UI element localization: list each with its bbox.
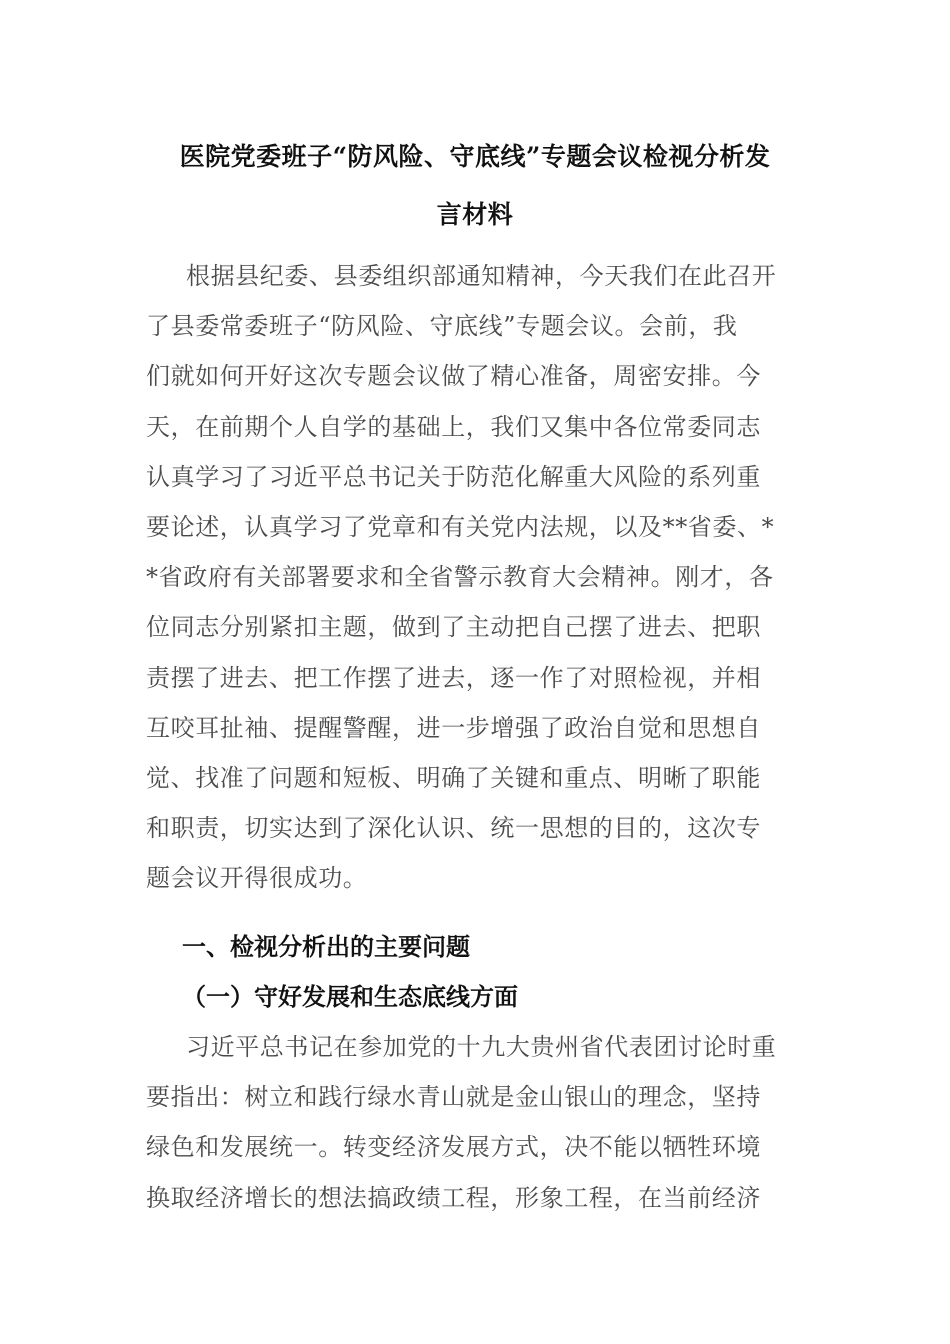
- paragraph-line: 要论述，认真学习了党章和有关党内法规，以及**省委、*: [146, 513, 775, 542]
- paragraph-line: 们就如何开好这次专题会议做了精心准备，周密安排。今: [146, 362, 761, 391]
- title-line-1: 医院党委班子“防风险、守底线”专题会议检视分析发: [179, 142, 771, 171]
- subsection-heading: （一）守好发展和生态底线方面: [182, 982, 518, 1011]
- paragraph-line: 根据县纪委、县委组织部通知精神，今天我们在此召开: [186, 262, 777, 290]
- paragraph-line: 绿色和发展统一。转变经济发展方式，决不能以牺牲环境: [146, 1133, 761, 1162]
- section-heading: 一、检视分析出的主要问题: [182, 932, 470, 961]
- paragraph-line: 觉、找准了问题和短板、明确了关键和重点、明晰了职能: [146, 764, 761, 793]
- paragraph-line: 和职责，切实达到了深化认识、统一思想的目的，这次专: [146, 814, 761, 843]
- paragraph-line: 要指出：树立和践行绿水青山就是金山银山的理念，坚持: [146, 1083, 761, 1112]
- intro-paragraph: [146, 251, 798, 904]
- paragraph-line: 认真学习了习近平总书记关于防范化解重大风险的系列重: [146, 462, 761, 491]
- title-line-2: 言材料: [436, 200, 514, 229]
- paragraph-line: 责摆了进去、把工作摆了进去，逐一作了对照检视，并相: [146, 663, 761, 692]
- paragraph-line: 互咬耳扯袖、提醒警醒，进一步增强了政治自觉和思想自: [146, 713, 761, 742]
- paragraph-line: *省政府有关部署要求和全省警示教育大会精神。刚才，各: [146, 563, 774, 592]
- document-title: [150, 128, 800, 244]
- paragraph-line: 换取经济增长的想法搞政绩工程，形象工程，在当前经济: [146, 1183, 761, 1212]
- paragraph-line: 了县委常委班子“防风险、守底线”专题会议。会前，我: [146, 312, 738, 341]
- paragraph-line: 位同志分别紧扣主题，做到了主动把自己摆了进去、把职: [146, 613, 761, 642]
- section-paragraph: [146, 1022, 798, 1223]
- paragraph-line: 习近平总书记在参加党的十九大贵州省代表团讨论时重: [186, 1033, 777, 1061]
- paragraph-line: 天，在前期个人自学的基础上，我们又集中各位常委同志: [146, 412, 761, 441]
- paragraph-line: 题会议开得很成功。: [146, 864, 368, 893]
